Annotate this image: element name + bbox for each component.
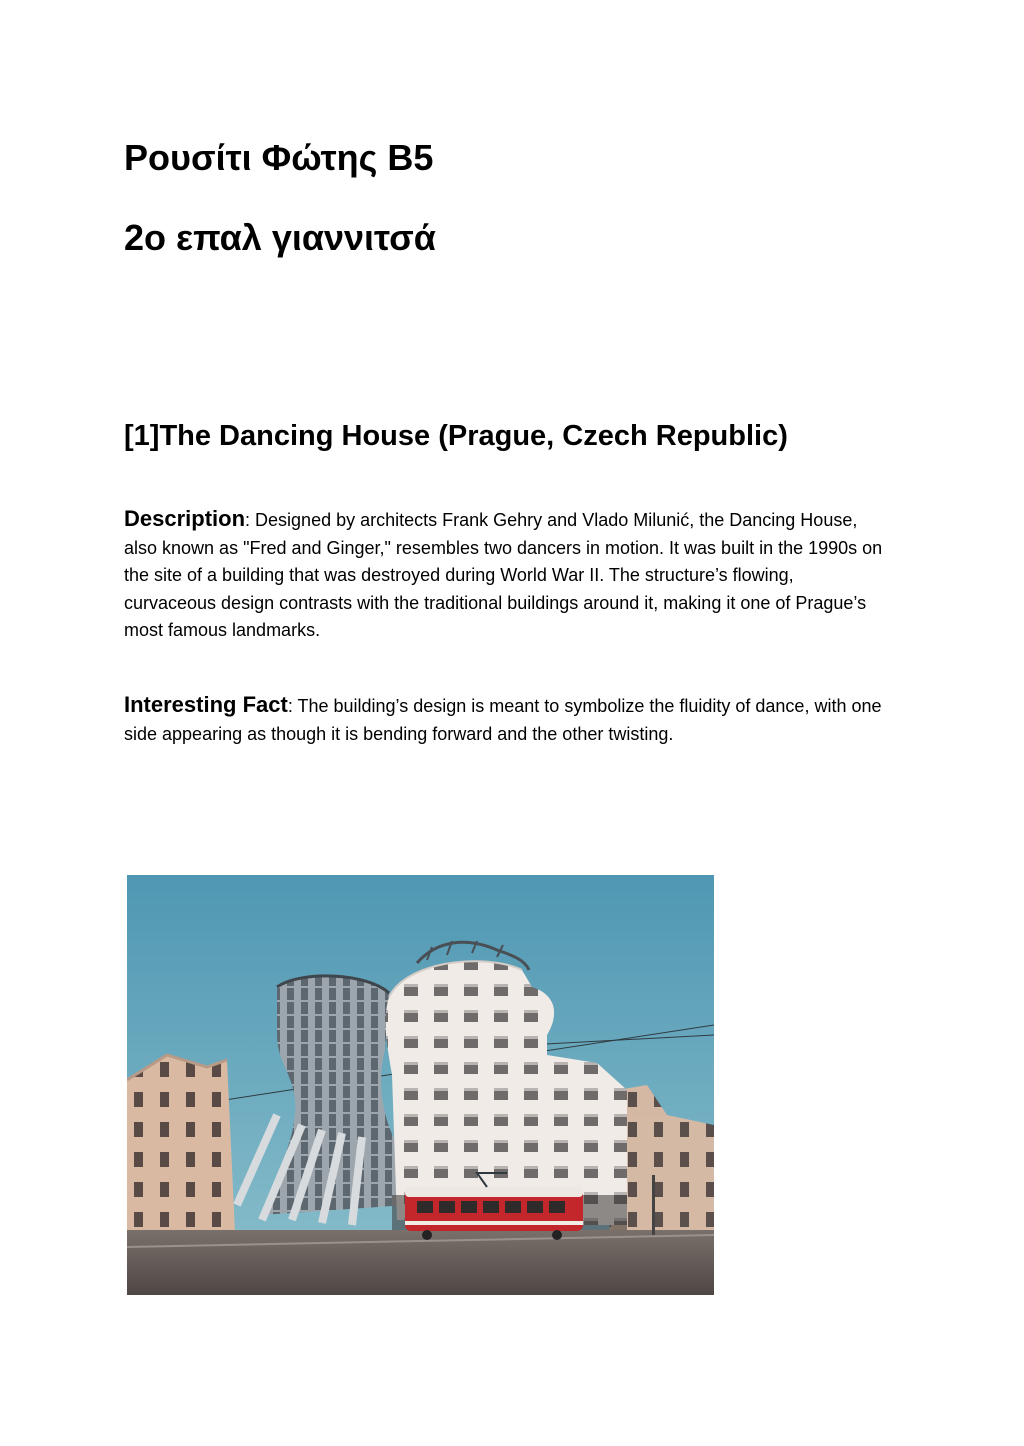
dancing-house-photo: [127, 875, 714, 1295]
fact-label: Interesting Fact: [124, 692, 288, 717]
school-name: 2ο επαλ γιαννιτσά: [124, 217, 436, 258]
fact-paragraph: [124, 691, 884, 748]
description-text: : Designed by architects Frank Gehry and Vlado Milunić, the Dancing House, also known as "Fred and Ginger," resembles two dancers in motion. It was built in the 1990s on the site of a building that was destroyed during World War II. The structure’s flowing, curvaceous design contrasts with the traditional buildings around it, making it one of Prague’s most famous landmarks.: [124, 510, 883, 640]
fact-text: : The building’s design is meant to symbolize the fluidity of dance, with one side appearing as though it is bending forward and the other twisting.: [124, 696, 882, 744]
author-name: Ρουσίτι Φώτης Β5: [124, 137, 434, 178]
section-title: [1]The Dancing House (Prague, Czech Republic): [124, 420, 788, 452]
description-paragraph: [124, 505, 884, 645]
description-label: Description: [124, 506, 246, 531]
